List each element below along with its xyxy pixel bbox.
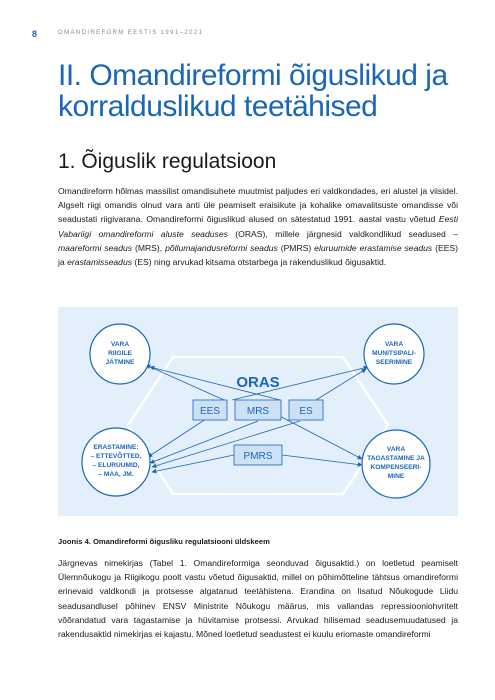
circle-bl-line: – ETTEVÕTTED, — [90, 453, 142, 460]
text-run: Omandireform hõlmas massilist omandisuhete muutmist paljudes eri valdkondades, eri alustel ja viisidel. Algselt riigi omandis olnud vara anti üle peamiselt eraisikute ja kohalike omavalitsuste omandisse või seadustati riigivarana. Omandireformi õiguslikud alused on sätestatud 1991. aastal vastu võetud — [58, 186, 458, 225]
diagram-svg — [58, 307, 458, 516]
figure-diagram — [58, 307, 458, 516]
list-intro-paragraph: Järgnevas nimekirjas (Tabel 1. Omandireformiga seonduvad õigusaktid.) on loetletud peamiselt Ülemnõukogu ja Riigikogu poolt vastu võetud õigusaktid, millel on põhimõtteline tähtsus omandireformi erinevaid valdkondi ja protsesse algatanud teetähistena. Erandina on lisatud Nõukogude Liidu seadusandlusel põhinev ENSV Ministrite Nõukogu määrus, mis vallandas repressiooniohvritelt võõrandatud vara tagastamise ja hüvitamise protsessi. Arvukad hilisemad seadusemuudatused ja rakendusaktid nimekirjas ei kajastu. Mõned loetletud seadustest ei kuulu eriomaste omandireformi — [58, 558, 458, 640]
oras-label: ORAS — [236, 374, 280, 391]
law-name-pmrs: põllumajandusreformi seadus — [165, 242, 278, 253]
circle-tr-line: VARA — [384, 341, 404, 348]
circle-br-line: TAGASTAMINE JA — [367, 455, 425, 462]
circle-tl-line: VARA — [110, 341, 130, 348]
circle-bl-line: – ELURUUMID, — [92, 462, 140, 469]
intro-paragraph — [58, 184, 458, 269]
page-number: 8 — [32, 29, 38, 39]
text-run: (EES) ja — [58, 242, 459, 268]
circle-br-line: VARA — [386, 446, 406, 453]
figure-caption: Joonis 4. Omandireformi õigusliku regulatsiooni üldskeem — [58, 537, 270, 546]
text-run: (PMRS) — [277, 242, 315, 253]
circle-br-line: KOMPENSEERI- — [370, 464, 422, 471]
circle-bl-line: ERASTAMINE: — [93, 444, 139, 451]
circle-tr-line: SEERIMINE — [375, 359, 413, 366]
section-title: 1. Õiguslik regulatsioon — [58, 150, 277, 173]
chapter-title: II. Omandireformi õiguslikud ja korralduslikud teetähised — [58, 59, 448, 123]
running-head: OMANDIREFORM EESTIS 1991–2021 — [58, 30, 204, 36]
box-es-label: ES — [299, 406, 313, 417]
circle-tl-line: RIIGILE — [108, 350, 132, 357]
circle-tr-line: MUNITSIPALI- — [372, 350, 416, 357]
law-name-es: erastamisseadus — [67, 257, 133, 268]
circle-bl-line: – MAA, JM. — [98, 471, 134, 478]
law-name-oras: Eesti Vabariigi omandireformi aluste seaduses — [58, 214, 458, 239]
box-ees-label: EES — [199, 406, 221, 417]
circle-br-line: MINE — [387, 473, 405, 480]
law-name-ees: eluruumide erastamise seadus — [314, 242, 433, 253]
box-mrs-label: MRS — [246, 406, 270, 417]
text-run: (ES) ning arvukad kitsama otstarbega ja rakenduslikud õigusaktid. — [132, 257, 387, 268]
box-pmrs-label: PMRS — [243, 451, 273, 462]
text-run: (MRS), — [132, 242, 166, 253]
text-run: (ORAS), millele järgnesid valdkondlikud seadused – — [227, 228, 458, 239]
law-name-mrs: maareformi seadus — [58, 242, 133, 253]
circle-tl-line: JÄTMINE — [105, 359, 135, 366]
